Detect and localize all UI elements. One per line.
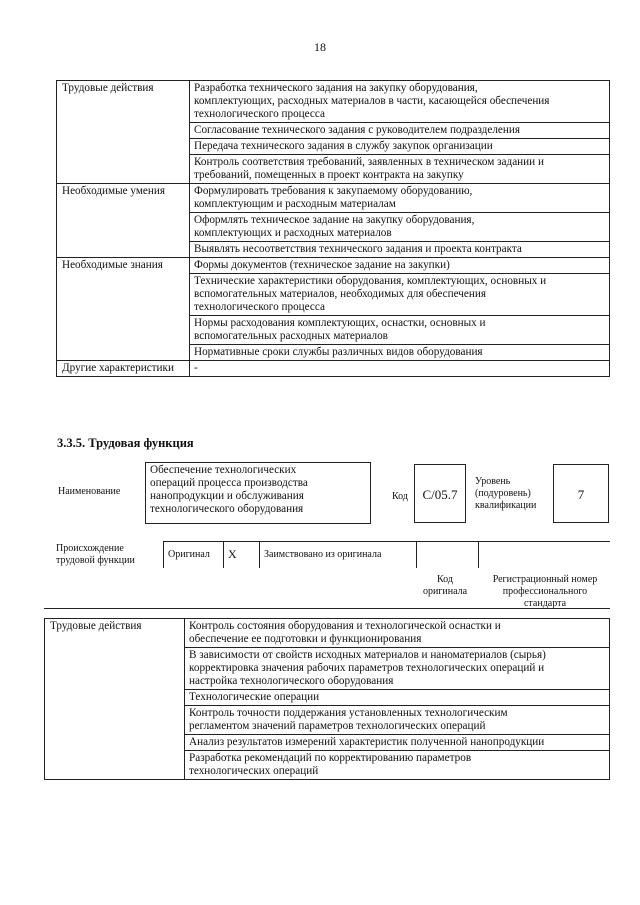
- level-label-line: Уровень: [475, 476, 511, 487]
- original-label: Оригинал: [163, 542, 223, 568]
- reg-number-cell: [478, 542, 610, 568]
- requirements-table: [56, 80, 610, 377]
- origin-label-line: Происхождение: [56, 543, 124, 554]
- row-label: Необходимые умения: [57, 184, 190, 258]
- row-label: Трудовые действия: [45, 619, 185, 780]
- section-title: 3.3.5. Трудовая функция: [57, 436, 194, 450]
- code-value: C/05.7: [414, 464, 466, 523]
- function-name-line: технологического оборудования: [150, 503, 304, 515]
- row-item: [185, 735, 610, 751]
- row-item-line: Анализ результатов измерений характеристик полученной нанопродукции: [189, 736, 545, 748]
- code-original-label: [416, 574, 474, 598]
- row-item: [185, 751, 610, 780]
- row-item-line: Контроль состояния оборудования и технологической оснастки и: [189, 620, 501, 632]
- code-original-line: оригинала: [422, 586, 468, 597]
- row-item-line: Оформлять техническое задание на закупку оборудования,: [194, 214, 475, 226]
- level-label-line: квалификации: [475, 500, 537, 511]
- row-item-line: Формулировать требования к закупаемому оборудованию,: [194, 185, 473, 197]
- row-item: [190, 155, 610, 184]
- table-row: [45, 619, 610, 648]
- row-item-line: комплектующих, расходных материалов в части, касающейся обеспечения: [194, 95, 550, 107]
- row-item-line: комплектующим и расходным материалам: [194, 198, 396, 210]
- row-item: [190, 81, 610, 123]
- row-item-line: технологических операций: [189, 765, 319, 777]
- level-label: [475, 476, 536, 512]
- table-row: [57, 81, 610, 123]
- page-number: 18: [314, 40, 326, 54]
- origin-row: [163, 541, 610, 568]
- function-name-line: Обеспечение технологических: [150, 464, 297, 476]
- row-item-line: корректировка значения рабочих параметров технологических операций и: [189, 662, 545, 674]
- row-item-line: вспомогательных расходных материалов: [194, 330, 388, 342]
- code-original-cell: [416, 542, 478, 568]
- row-item: [190, 361, 610, 377]
- row-item: [185, 619, 610, 648]
- row-item-line: комплектующих и расходных материалов: [194, 227, 392, 239]
- code-original-line: Код: [437, 574, 453, 585]
- row-item: [185, 690, 610, 706]
- row-item-line: Разработка технического задания на закупку оборудования,: [194, 82, 478, 94]
- row-item: [190, 123, 610, 139]
- row-item-line: Формы документов (техническое задание на закупки): [194, 259, 450, 271]
- row-item-line: Нормы расходования комплектующих, оснастки, основных и: [194, 317, 486, 329]
- row-label: Трудовые действия: [57, 81, 190, 184]
- row-item-line: Контроль точности поддержания установленных технологическим: [189, 707, 508, 719]
- row-item: [190, 139, 610, 155]
- row-item-line: Контроль соответствия требований, заявленных в техническом задании и: [194, 156, 544, 168]
- original-mark: X: [223, 542, 259, 568]
- borrowed-label: Заимствовано из оригинала: [259, 542, 416, 568]
- row-item-line: технологического процесса: [194, 108, 325, 120]
- row-item-line: настройка технологического оборудования: [189, 675, 394, 687]
- table-row: [57, 258, 610, 274]
- origin-label-line: трудовой функции: [56, 555, 135, 566]
- row-item: [185, 648, 610, 690]
- row-item: [190, 274, 610, 316]
- divider: [44, 608, 610, 609]
- level-label-line: (подуровень): [475, 488, 531, 499]
- row-item-line: Технологические операции: [189, 691, 320, 703]
- code-label: Код: [392, 491, 408, 502]
- row-item-line: обеспечение ее подготовки и функционирования: [189, 633, 422, 645]
- row-item: [190, 184, 610, 213]
- reg-number-line: стандарта: [523, 598, 567, 609]
- table-row: [57, 184, 610, 213]
- row-item-line: требований, помещенных в проект контракта на закупку: [194, 169, 464, 181]
- row-item-line: Нормативные сроки службы различных видов оборудования: [194, 346, 483, 358]
- row-label: Необходимые знания: [57, 258, 190, 361]
- row-item-line: регламентом значений параметров технологических операций: [189, 720, 486, 732]
- row-label: Другие характеристики: [57, 361, 190, 377]
- row-item-line: Выявлять несоответствия технического задания и проекта контракта: [194, 243, 522, 255]
- row-item: [190, 316, 610, 345]
- row-item: [190, 345, 610, 361]
- row-item: [190, 242, 610, 258]
- origin-label: [56, 543, 135, 567]
- row-item-line: Технические характеристики оборудования, комплектующих, основных и: [194, 275, 547, 287]
- row-item-line: -: [194, 362, 198, 374]
- row-item-line: Разработка рекомендаций по корректированию параметров: [189, 752, 472, 764]
- row-item-line: вспомогательных материалов, необходимых для обеспечения: [194, 288, 487, 300]
- row-item: [185, 706, 610, 735]
- row-item-line: технологического процесса: [194, 301, 325, 313]
- row-item: [190, 258, 610, 274]
- level-value: 7: [553, 464, 609, 523]
- reg-number-line: профессионального: [502, 586, 588, 597]
- labor-actions-table: [44, 618, 610, 780]
- name-label: Наименование: [58, 486, 121, 497]
- row-item-line: Передача технического задания в службу закупок организации: [194, 140, 493, 152]
- reg-number-line: Регистрационный номер: [492, 574, 598, 585]
- row-item-line: Согласование технического задания с руководителем подразделения: [194, 124, 521, 136]
- function-name-line: операций процесса производства: [150, 477, 308, 489]
- reg-number-label: [480, 574, 610, 610]
- function-name-line: нанопродукции и обслуживания: [150, 490, 304, 502]
- row-item-line: В зависимости от свойств исходных материалов и наноматериалов (сырья): [189, 649, 546, 661]
- function-name-box: [145, 462, 371, 524]
- row-item: [190, 213, 610, 242]
- table-row: [57, 361, 610, 377]
